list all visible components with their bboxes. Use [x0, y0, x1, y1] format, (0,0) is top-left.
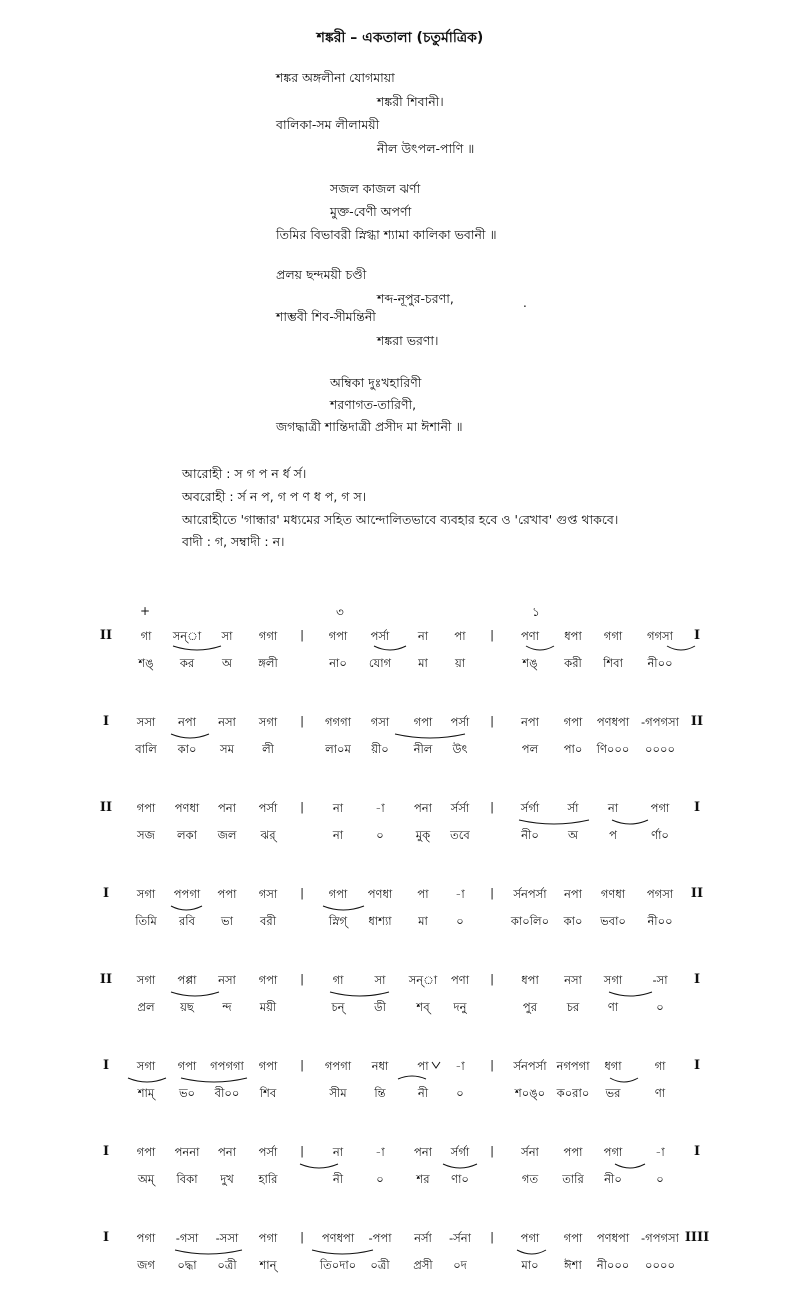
- abarohi-line: অবরোহী : র্স ন প, গ প ণ ধ প, গ স।: [182, 489, 367, 504]
- vibhag-divider: |: [300, 1144, 304, 1158]
- swara-cell: পগা: [603, 1145, 623, 1159]
- lyric-cell: শান্: [259, 1258, 277, 1272]
- lyric-cell: গত: [521, 1172, 539, 1186]
- slur-mark: [612, 820, 648, 824]
- lyric-cell: ০ত্রী: [370, 1258, 390, 1272]
- swara-cell: পর্সা: [450, 715, 470, 729]
- swara-cell: ধগা: [604, 1059, 622, 1073]
- lyric-cell: না: [332, 828, 344, 842]
- slur-mark: [323, 906, 364, 910]
- swara-cell: গপা: [136, 801, 156, 815]
- lyric-cell: শঙ্: [522, 656, 538, 670]
- swara-cell: না: [417, 629, 429, 643]
- lyric-cell: জগ: [137, 1258, 155, 1272]
- lyric-cell: ণা: [654, 1086, 666, 1100]
- lyric-cell: ময়ী: [259, 1000, 277, 1014]
- lyric-cell: ক০রা০: [556, 1086, 590, 1100]
- swara-cell: নর্সা: [414, 1231, 432, 1245]
- tala-mark-one: ১: [532, 605, 540, 619]
- vibhag-divider: |: [300, 972, 304, 986]
- swara-cell: গা: [654, 1059, 666, 1073]
- lyric-cell: রবি: [178, 914, 196, 928]
- lyric-cell: য়ছ: [180, 1000, 194, 1014]
- lyric-cell: নী০: [604, 1172, 622, 1186]
- lyric-cell: কর: [179, 656, 195, 670]
- slur-mark: [432, 1062, 440, 1068]
- vibhag-divider: |: [300, 1230, 304, 1244]
- swara-cell: -া: [655, 1145, 665, 1159]
- lyric-cell: ০দ্ধা: [177, 1258, 197, 1272]
- slur-mark: [398, 1076, 426, 1079]
- slur-mark: [609, 992, 652, 996]
- swara-cell: পগসা: [646, 887, 674, 901]
- lyric-cell: ০: [456, 914, 464, 928]
- lyric-cell: মা: [418, 914, 428, 928]
- lyric-cell: অ: [568, 828, 578, 842]
- swara-cell: -গসা: [175, 1231, 199, 1245]
- slur-mark: [443, 1164, 477, 1168]
- slur-mark: [300, 1164, 338, 1168]
- lyric-cell: তি০দা০: [319, 1258, 357, 1272]
- tala-mark-three: ৩: [336, 605, 344, 619]
- lyric-cell: পল: [521, 742, 539, 756]
- swara-cell: না: [607, 801, 619, 815]
- lyric-cell: ভবা০: [600, 914, 626, 928]
- lyric-cell: বিকা: [176, 1172, 198, 1186]
- vibhag-divider: |: [490, 628, 494, 642]
- swara-cell: পপা: [563, 1145, 583, 1159]
- lyric-cell: যোগ: [368, 656, 392, 670]
- swara-cell: পা: [454, 629, 466, 643]
- lyric-cell: পা০: [563, 742, 583, 756]
- verse-line: শঙ্কর অঙ্গলীনা যোগমায়া: [276, 70, 395, 85]
- verse-line: বালিকা-সম লীলাময়ী: [276, 117, 380, 132]
- slur-mark: [526, 646, 554, 650]
- swara-cell: পগা: [650, 801, 670, 815]
- barline-end: IIII: [684, 1230, 710, 1245]
- swara-cell: সগা: [136, 973, 156, 987]
- swara-cell: পনা: [413, 801, 432, 815]
- lyric-cell: কা০লি০: [510, 914, 550, 928]
- lyric-cell: বী০০: [214, 1086, 240, 1100]
- verse-line: শরণাগত-তারিণী,: [330, 397, 417, 412]
- barline-start: I: [102, 1230, 110, 1245]
- slur-mark: [330, 992, 389, 996]
- vibhag-divider: |: [300, 886, 304, 900]
- barline-start: I: [102, 714, 110, 729]
- swara-cell: গপা: [258, 1059, 278, 1073]
- swara-cell: পপা: [217, 887, 237, 901]
- lyric-cell: লকা: [177, 828, 197, 842]
- lyric-cell: হারি: [258, 1172, 278, 1186]
- barline-start: II: [99, 628, 113, 643]
- swara-cell: -গপগসা: [641, 1231, 679, 1245]
- barline-start: I: [102, 1058, 110, 1073]
- swara-cell: পা: [417, 1059, 429, 1073]
- lyric-cell: জল: [217, 828, 237, 842]
- lyric-cell: নী০০: [647, 656, 673, 670]
- barline-end: I: [693, 1144, 701, 1159]
- swara-cell: গগা: [258, 629, 278, 643]
- lyric-cell: নী০০: [647, 914, 673, 928]
- lyric-cell: য়া: [454, 656, 466, 670]
- swara-cell: নপা: [177, 715, 196, 729]
- swara-cell: গপা: [328, 887, 348, 901]
- swara-cell: -গপগসা: [641, 715, 679, 729]
- lyric-cell: অম্: [137, 1172, 155, 1186]
- lyric-cell: মুক্: [415, 828, 431, 842]
- swara-cell: সগা: [136, 887, 156, 901]
- swara-cell: গপা: [177, 1059, 197, 1073]
- lyric-cell: সজ: [137, 828, 155, 842]
- swara-cell: গসা: [370, 715, 390, 729]
- swara-cell: -সা: [652, 973, 668, 987]
- swara-cell: র্সনপর্সা: [513, 1059, 547, 1073]
- lyric-cell: কা০: [563, 914, 583, 928]
- swara-cell: না: [332, 801, 344, 815]
- lyric-cell: করী: [564, 656, 582, 670]
- lyric-cell: শ০ঙ্০: [514, 1086, 546, 1100]
- lyric-cell: নীল: [413, 742, 433, 756]
- swara-cell: পনা: [413, 1145, 432, 1159]
- swara-cell: গপা: [413, 715, 433, 729]
- lyric-cell: প্রসী: [413, 1258, 433, 1272]
- swara-cell: নসা: [564, 973, 582, 987]
- swara-cell: -া: [375, 1145, 385, 1159]
- lyric-cell: বালি: [135, 742, 157, 756]
- swara-cell: গসা: [258, 887, 278, 901]
- lyric-cell: পুর: [522, 1000, 538, 1014]
- lyric-cell: স্নিগ্: [328, 914, 348, 928]
- swara-cell: র্সা: [567, 801, 579, 815]
- lyric-cell: ন্দ: [222, 1000, 232, 1014]
- barline-start: II: [99, 972, 113, 987]
- lyric-cell: ০: [656, 1172, 664, 1186]
- lyric-cell: শব্: [416, 1000, 430, 1014]
- swara-cell: -সসা: [215, 1231, 239, 1245]
- verse-line: শব্দ-নূপুর-চরণা,: [377, 291, 454, 306]
- swara-cell: পণধপা: [321, 1231, 355, 1245]
- lyric-cell: অ: [222, 656, 232, 670]
- swara-cell: গপা: [563, 715, 583, 729]
- swara-cell: নধা: [371, 1059, 389, 1073]
- lyric-cell: ঙ্গলী: [258, 656, 278, 670]
- swara-cell: র্সনপর্সা: [513, 887, 547, 901]
- swara-cell: পণধা: [174, 801, 200, 815]
- slur-mark: [615, 1164, 645, 1168]
- swara-cell: -া: [455, 887, 465, 901]
- lyric-cell: ০ত্রী: [217, 1258, 237, 1272]
- lyric-cell: তিমি: [135, 914, 157, 928]
- swara-cell: পগা: [258, 1231, 278, 1245]
- slur-mark: [374, 646, 406, 650]
- slur-mark: [171, 906, 202, 910]
- swara-cell: পণধপা: [596, 1231, 630, 1245]
- verse-line: নীল উৎপল-পাণি ॥: [377, 141, 475, 156]
- vibhag-divider: |: [490, 800, 494, 814]
- barline-start: II: [99, 800, 113, 815]
- swara-cell: সগা: [258, 715, 278, 729]
- swara-cell: গা: [332, 973, 344, 987]
- lyric-cell: ধাশ্যা: [368, 914, 392, 928]
- lyric-cell: দনু: [453, 1000, 467, 1014]
- lyric-cell: ণা: [607, 1000, 619, 1014]
- swara-cell: র্সনা: [521, 1145, 539, 1159]
- lyric-cell: ০: [456, 1086, 464, 1100]
- swara-cell: পনা: [217, 801, 236, 815]
- lyric-cell: দুখ: [220, 1172, 234, 1186]
- swara-cell: র্সর্সা: [450, 801, 470, 815]
- swara-cell: সন্া: [408, 973, 438, 987]
- lyric-cell: ভা: [221, 914, 233, 928]
- tala-mark-sam: +: [140, 604, 151, 618]
- swara-cell: ধপা: [564, 629, 582, 643]
- vibhag-divider: |: [300, 800, 304, 814]
- lyric-cell: ০০০০: [645, 742, 675, 756]
- swara-cell: পণধপা: [596, 715, 630, 729]
- swara-cell: গা: [140, 629, 152, 643]
- barline-end: I: [693, 1058, 701, 1073]
- swara-cell: পপগা: [173, 887, 201, 901]
- swara-cell: সা: [374, 973, 386, 987]
- swara-cell: সগা: [136, 1059, 156, 1073]
- slur-mark: [171, 992, 219, 996]
- vibhag-divider: |: [300, 714, 304, 728]
- lyric-cell: তারি: [562, 1172, 584, 1186]
- barline-end: II: [690, 714, 704, 729]
- lyric-cell: য়ী০: [371, 742, 389, 756]
- swara-cell: নসা: [218, 973, 236, 987]
- lyric-cell: উৎ: [452, 742, 468, 756]
- lyric-cell: ন্তি: [374, 1086, 386, 1100]
- vibhag-divider: |: [490, 1144, 494, 1158]
- lyric-cell: লী: [262, 742, 274, 756]
- slur-mark: [181, 1078, 247, 1082]
- lyric-cell: শঙ্: [138, 656, 154, 670]
- swara-cell: পগা: [520, 1231, 540, 1245]
- swara-cell: পননা: [174, 1145, 200, 1159]
- swara-cell: নসা: [218, 715, 236, 729]
- arohi-line: আরোহী : স গ প ন র্ধ র্স।: [182, 466, 307, 481]
- swara-cell: ধপা: [521, 973, 539, 987]
- swara-cell: নপা: [563, 887, 582, 901]
- lyric-cell: শিবা: [603, 656, 623, 670]
- lyric-cell: নী: [417, 1086, 429, 1100]
- vibhag-divider: |: [490, 714, 494, 728]
- barline-end: I: [693, 628, 701, 643]
- lyric-cell: ণা০: [451, 1172, 469, 1186]
- swara-cell: পনা: [217, 1145, 236, 1159]
- lyric-cell: ণি০০০: [596, 742, 630, 756]
- lyric-cell: ০: [376, 828, 384, 842]
- lyric-cell: প: [609, 828, 617, 842]
- swara-cell: সন্া: [172, 629, 202, 643]
- swara-cell: -পপা: [368, 1231, 392, 1245]
- swara-cell: -র্সনা: [449, 1231, 471, 1245]
- arohi-note-line: আরোহীতে 'গান্ধার' মধ্যমের সহিত আন্দোলিতভাবে ব্যবহার হবে ও 'রেখাব' গুপ্ত থাকবে।: [182, 512, 619, 527]
- swara-cell: গগসা: [646, 629, 673, 643]
- swara-cell: গপগা: [324, 1059, 352, 1073]
- swara-cell: গণধা: [600, 887, 626, 901]
- lyric-cell: ০: [656, 1000, 664, 1014]
- lyric-cell: র্ণা০: [651, 828, 669, 842]
- swara-cell: র্সর্গা: [450, 1145, 470, 1159]
- barline-start: I: [102, 1144, 110, 1159]
- barline-end: I: [693, 800, 701, 815]
- lyric-cell: চর: [566, 1000, 580, 1014]
- lyric-cell: লা০ম: [325, 742, 351, 756]
- page-title: শঙ্করী – একতালা (চতুর্মাত্রিক): [316, 30, 484, 46]
- vibhag-divider: |: [490, 972, 494, 986]
- lyric-cell: ০দ: [453, 1258, 467, 1272]
- lyric-cell: চন্: [331, 1000, 345, 1014]
- lyric-cell: নী০০০: [596, 1258, 630, 1272]
- swara-cell: পপ্পা: [177, 973, 197, 987]
- swara-cell: গপগগা: [210, 1059, 244, 1073]
- lyric-cell: শর: [416, 1172, 430, 1186]
- lyric-cell: প্রল: [137, 1000, 155, 1014]
- swara-cell: না: [332, 1145, 344, 1159]
- swara-cell: র্সর্গা: [520, 801, 540, 815]
- lyric-cell: শাম্: [137, 1086, 155, 1100]
- vibhag-divider: |: [490, 1230, 494, 1244]
- lyric-cell: সীম: [329, 1086, 347, 1100]
- lyric-cell: ভর: [605, 1086, 621, 1100]
- verse-line: জগদ্ধাত্রী শান্তিদাত্রী প্রসীদ মা ঈশানী ॥: [276, 419, 463, 434]
- swara-cell: নপা: [520, 715, 539, 729]
- verse-line: শঙ্করী শিবানী।: [377, 94, 444, 109]
- slur-mark: [610, 1078, 638, 1082]
- slur-mark: [175, 1250, 242, 1254]
- swara-cell: পণা: [520, 629, 540, 643]
- swara-cell: গগা: [603, 629, 623, 643]
- lyric-cell: কা০: [177, 742, 197, 756]
- vibhag-divider: |: [490, 1058, 494, 1072]
- verse-line: শাম্ভবী শিব-সীমন্তিনী: [276, 309, 376, 324]
- lyric-cell: সম: [220, 742, 234, 756]
- verse-line: তিমির বিভাবরী স্নিগ্ধা শ্যামা কালিকা ভবানী ॥: [276, 227, 497, 242]
- swara-cell: পর্সা: [258, 801, 278, 815]
- swara-cell: সসা: [136, 715, 156, 729]
- barline-start: I: [102, 886, 110, 901]
- swara-cell: -া: [455, 1059, 465, 1073]
- vibhag-divider: |: [300, 1058, 304, 1072]
- lyric-cell: মা০: [521, 1258, 539, 1272]
- swara-cell: পর্সা: [370, 629, 390, 643]
- swara-cell: পা: [417, 887, 429, 901]
- slur-mark: [312, 1250, 373, 1254]
- slur-mark: [128, 1078, 166, 1082]
- slur-mark: [667, 646, 695, 650]
- swara-cell: নগপগা: [556, 1059, 590, 1073]
- lyric-cell: ভ০: [178, 1086, 196, 1100]
- swara-cell: পর্সা: [258, 1145, 278, 1159]
- swara-cell: গপা: [563, 1231, 583, 1245]
- swara-cell: পণধা: [367, 887, 393, 901]
- swara-cell: গগগা: [325, 715, 351, 729]
- lyric-cell: মা: [418, 656, 428, 670]
- slur-mark: [519, 820, 589, 824]
- lyric-cell: ঝর্: [260, 828, 276, 842]
- swara-cell: পণা: [450, 973, 470, 987]
- verse-line: শঙ্করা ভরণা।: [377, 333, 439, 348]
- vadi-samvadi-line: বাদী : গ, সম্বাদী : ন।: [182, 534, 285, 549]
- lyric-cell: বরী: [259, 914, 277, 928]
- lyric-cell: তবে: [450, 828, 470, 842]
- verse-line: অম্বিকা দুঃখহারিণী: [330, 375, 422, 390]
- barline-end: II: [690, 886, 704, 901]
- lyric-cell: শিব: [259, 1086, 277, 1100]
- vibhag-divider: |: [490, 886, 494, 900]
- verse-line: সজল কাজল ঝর্ণা: [330, 181, 421, 196]
- swara-cell: গপা: [136, 1145, 156, 1159]
- verse-line: প্রলয় ছন্দময়ী চণ্ডী: [276, 267, 367, 282]
- lyric-cell: নী০: [521, 828, 539, 842]
- lyric-cell: না০: [329, 656, 347, 670]
- swara-cell: গপা: [258, 973, 278, 987]
- vibhag-divider: |: [300, 628, 304, 642]
- slur-mark: [395, 734, 465, 738]
- swara-cell: গপা: [328, 629, 348, 643]
- lyric-cell: ০: [376, 1172, 384, 1186]
- swara-cell: -া: [375, 801, 385, 815]
- swara-cell: সগা: [603, 973, 623, 987]
- stray-dot: .: [523, 296, 527, 310]
- lyric-cell: নী: [332, 1172, 344, 1186]
- lyric-cell: ঈশা: [564, 1258, 582, 1272]
- lyric-cell: ডী: [374, 1000, 386, 1014]
- verse-line: মুক্ত-বেণী অপর্ণা: [330, 204, 412, 219]
- swara-cell: পগা: [136, 1231, 156, 1245]
- slur-mark: [173, 646, 221, 650]
- lyric-cell: ০০০০: [645, 1258, 675, 1272]
- slur-mark: [171, 734, 209, 738]
- swara-cell: সা: [221, 629, 233, 643]
- slur-mark: [517, 1250, 546, 1254]
- barline-end: I: [693, 972, 701, 987]
